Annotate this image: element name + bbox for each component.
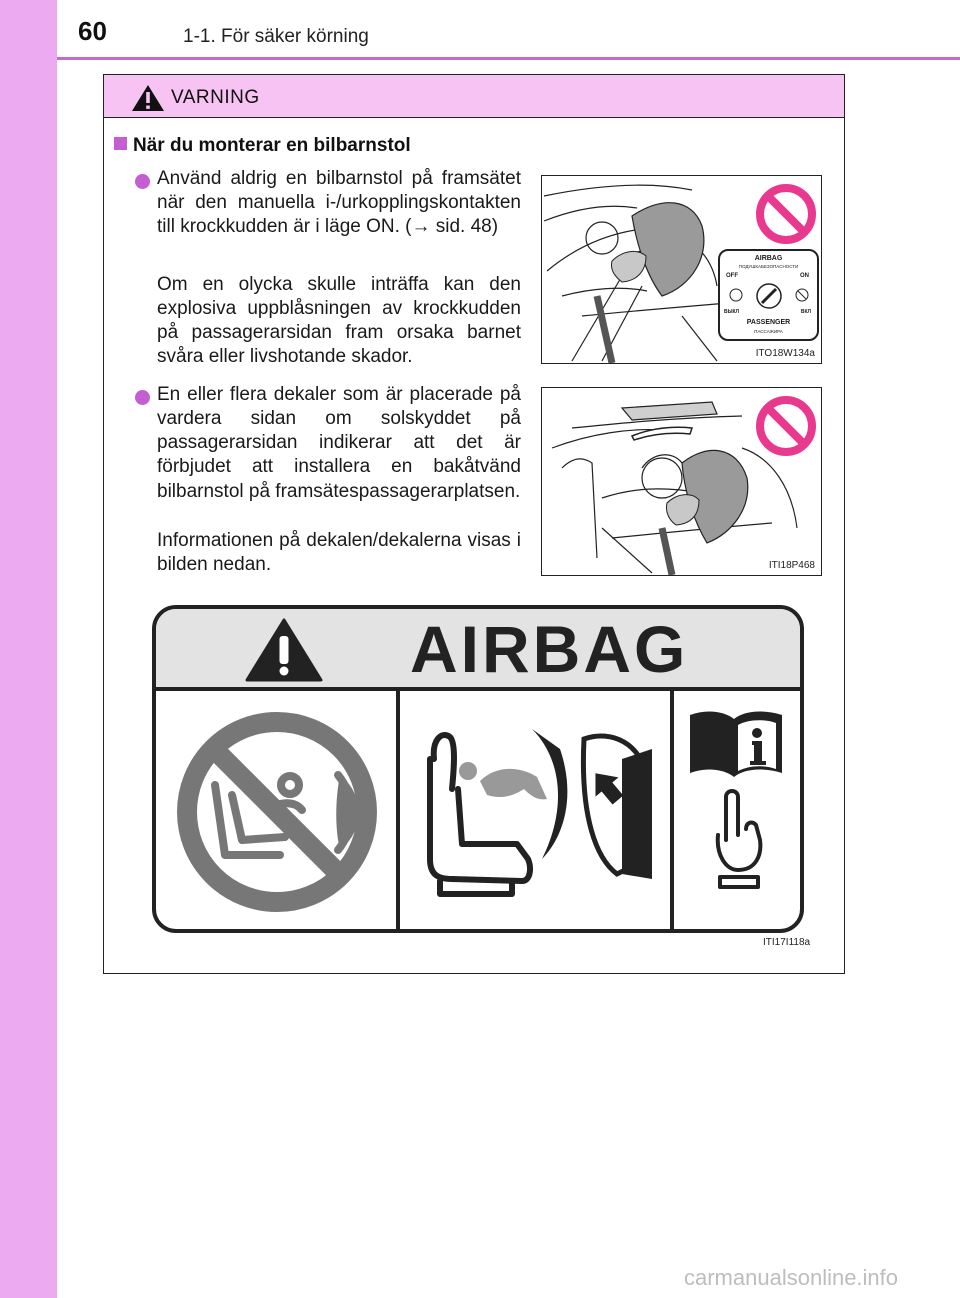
warning-box bbox=[103, 74, 845, 974]
airbag-switch-panel bbox=[718, 249, 819, 341]
item-1-paragraph-2: Om en olycka skulle inträffa kan den explosiva uppblåsningen av krockkudden på passagerarsidan fram orsaka barnet svåra eller livshotande skador. bbox=[157, 274, 521, 368]
header-rule bbox=[57, 57, 960, 60]
airbag-label-title: AIRBAG bbox=[410, 612, 689, 686]
prohibition-icon bbox=[754, 182, 818, 246]
label-divider bbox=[670, 687, 674, 933]
switch-on-label: ON bbox=[800, 273, 809, 279]
switch-off-ru-label: ВЫКЛ bbox=[724, 309, 740, 315]
switch-on-ru-label: ВКЛ bbox=[800, 309, 811, 315]
figure-sun-visor-label bbox=[541, 387, 822, 576]
item-2-paragraph-1: En eller flera dekaler som är placerade på vardera sidan om solskyddet på passagerarsidan indikerar att det är förbjudet att installera en bakåtvänd bilbarnstol på framsätespassagerarplatsen. bbox=[157, 384, 521, 502]
side-tab bbox=[0, 0, 57, 1298]
round-bullet-icon bbox=[135, 174, 150, 189]
label-divider bbox=[396, 687, 400, 933]
read-manual-icon bbox=[686, 705, 786, 895]
figure-code: ITI18P468 bbox=[768, 560, 815, 571]
airbag-impact-icon bbox=[412, 709, 662, 919]
airbag-warning-label bbox=[152, 605, 804, 933]
section-heading-text: När du monterar en bilbarnstol bbox=[133, 135, 411, 156]
switch-passenger-label: PASSENGER bbox=[746, 319, 791, 326]
switch-off-label: OFF bbox=[726, 273, 738, 279]
prohibition-icon bbox=[754, 394, 818, 458]
round-bullet-icon bbox=[135, 390, 150, 405]
item-1-paragraph-1: Använd aldrig en bilbarnstol på framsätet när den manuella i-/urkopplingskontakten till krockkudden är i läge ON. (→ sid. 48) bbox=[157, 168, 521, 238]
label-figure-code: ITI17I118a bbox=[763, 937, 811, 948]
warning-label: VARNING bbox=[171, 87, 260, 108]
warning-triangle-icon bbox=[131, 84, 165, 112]
switch-panel-title: AIRBAG bbox=[754, 255, 783, 262]
no-rear-facing-child-seat-icon bbox=[170, 705, 384, 919]
chapter-title: 1-1. För säker körning bbox=[183, 26, 369, 47]
warning-triangle-icon bbox=[244, 617, 324, 683]
figure-child-seat-front bbox=[541, 175, 822, 364]
square-bullet-icon bbox=[114, 137, 127, 150]
switch-passenger-ru-label: ПАССАЖИРА bbox=[754, 329, 783, 334]
item-2-paragraph-2: Informationen på dekalen/dekalerna visas i bilden nedan. bbox=[157, 530, 521, 576]
airbag-label-header bbox=[156, 609, 800, 691]
section-heading bbox=[114, 135, 411, 157]
figure-code: ITO18W134a bbox=[755, 348, 815, 359]
switch-knob-icon bbox=[724, 281, 814, 311]
switch-panel-subtitle: ПОДУШКАБЕЗОПАСНОСТИ bbox=[738, 264, 799, 269]
watermark: carmanualsonline.info bbox=[684, 1265, 899, 1290]
page-number: 60 bbox=[78, 16, 107, 46]
warning-header bbox=[104, 75, 844, 118]
